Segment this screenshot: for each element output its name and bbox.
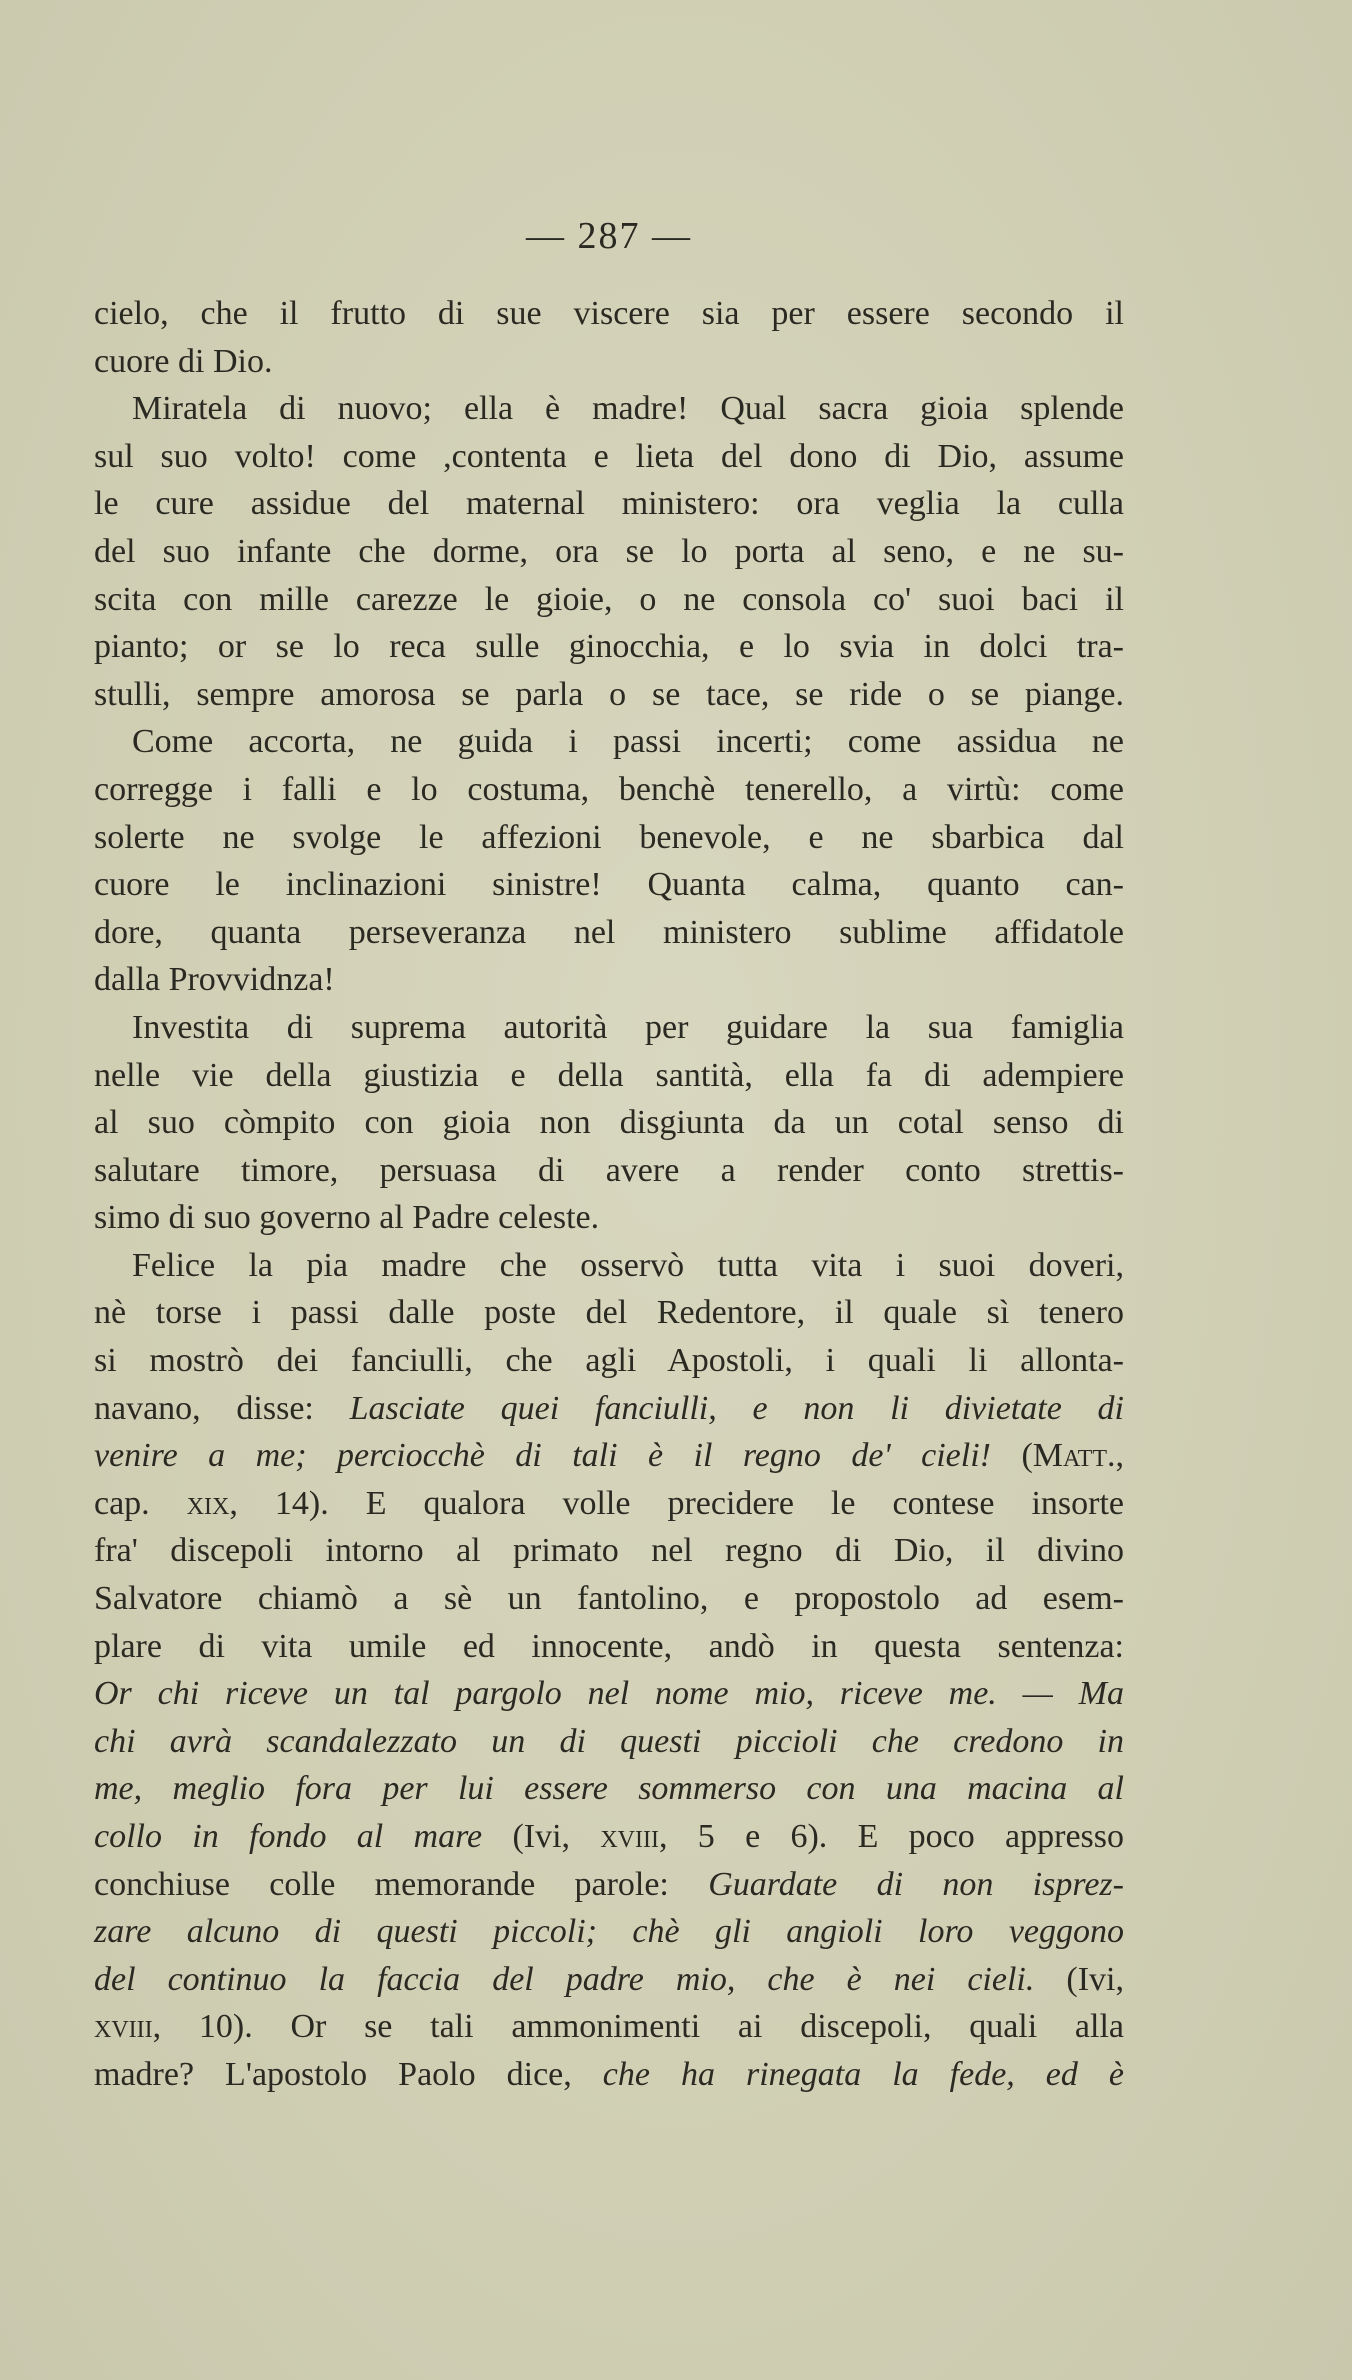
text-line <box>94 718 1124 766</box>
italic-text: venire a me; perciocchè di tali è il regno de' cieli! <box>94 1437 991 1475</box>
text-segment: navano, disse: <box>94 1389 350 1427</box>
text-segment: Felice la pia madre che osservò tutta vita i suoi doveri, <box>132 1246 1124 1284</box>
text-segment: scita con mille carezze le gioie, o ne consola co' suoi baci il <box>94 580 1124 618</box>
text-segment: Come accorta, ne guida i passi incerti; come assidua ne <box>132 723 1124 761</box>
text-line <box>94 1670 1124 1718</box>
text-segment: stulli, sempre amorosa se parla o se tace, se ride o se piange. <box>94 675 1124 713</box>
text-segment: nelle vie della giustizia e della santità, ella fa di adempiere <box>94 1056 1124 1094</box>
text-line <box>94 1861 1124 1909</box>
text-line <box>94 1147 1124 1195</box>
small-caps-text: xviii <box>94 2008 153 2046</box>
italic-text: Or chi riceve un tal pargolo nel nome mio, riceve me. — Ma <box>94 1675 1124 1713</box>
text-line <box>94 1289 1124 1337</box>
text-line <box>94 1004 1124 1052</box>
text-segment: salutare timore, persuasa di avere a render conto strettis- <box>94 1151 1124 1189</box>
text-segment: pianto; or se lo reca sulle ginocchia, e lo svia in dolci tra- <box>94 628 1124 666</box>
text-segment: cielo, che il frutto di sue viscere sia per essere secondo il <box>94 295 1124 332</box>
text-segment: simo di suo governo al Padre celeste. <box>94 1199 600 1237</box>
text-line <box>94 1194 1124 1242</box>
text-segment: Salvatore chiamò a sè un fantolino, e propostolo ad esem- <box>94 1580 1124 1618</box>
text-segment: fra' discepoli intorno al primato nel regno di Dio, il divino <box>94 1532 1124 1570</box>
text-line <box>94 1908 1124 1956</box>
text-line <box>94 814 1124 862</box>
text-line <box>94 623 1124 671</box>
text-line <box>94 338 1124 386</box>
text-segment: , <box>1115 1437 1124 1475</box>
italic-text: me, meglio fora per lui essere sommerso con una macina al <box>94 1770 1124 1808</box>
text-line <box>94 1575 1124 1623</box>
text-line <box>94 909 1124 957</box>
text-line <box>94 1052 1124 1100</box>
text-line <box>94 861 1124 909</box>
text-line <box>94 480 1124 528</box>
body-text <box>94 290 1124 2099</box>
text-line <box>94 528 1124 576</box>
italic-text: zare alcuno di questi piccoli; chè gli angioli loro veggono <box>94 1913 1124 1951</box>
text-line <box>94 2003 1124 2051</box>
italic-text: che ha rinegata la fede, ed è <box>602 2055 1124 2093</box>
text-line <box>94 433 1124 481</box>
text-segment: , 10). Or se tali ammonimenti ai discepoli, quali alla <box>152 2008 1124 2046</box>
text-segment: corregge i falli e lo costuma, benchè tenerello, a virtù: come <box>94 770 1124 808</box>
text-segment: ( <box>991 1437 1033 1475</box>
text-line <box>94 766 1124 814</box>
text-segment: plare di vita umile ed innocente, andò in questa sentenza: <box>94 1627 1124 1665</box>
text-line <box>94 1480 1124 1528</box>
text-segment: , 14). E qualora volle precidere le contese insorte <box>229 1484 1124 1522</box>
text-segment: (Ivi, <box>482 1818 601 1855</box>
text-segment: cap. <box>94 1484 187 1522</box>
text-segment: dalla Provvidnza! <box>94 961 335 999</box>
text-segment: cuore di Dio. <box>94 342 273 380</box>
text-line <box>94 1242 1124 1290</box>
text-segment: sul suo volto! come ,contenta e lieta del dono di Dio, assume <box>94 437 1124 475</box>
text-segment: le cure assidue del maternal ministero: ora veglia la culla <box>94 485 1124 523</box>
text-line <box>94 1099 1124 1147</box>
text-segment: si mostrò dei fanciulli, che agli Apostoli, i quali li allonta- <box>94 1342 1124 1380</box>
text-segment: cuore le inclinazioni sinistre! Quanta calma, quanto can- <box>94 866 1124 904</box>
page-number: — 287 — <box>526 215 692 257</box>
text-line <box>94 1813 1124 1861</box>
text-line <box>94 576 1124 624</box>
italic-text: del continuo la faccia del padre mio, che è nei cieli. <box>94 1960 1035 1998</box>
text-line <box>94 1337 1124 1385</box>
text-segment: solerte ne svolge le affezioni benevole, e ne sbarbica dal <box>94 818 1124 856</box>
text-line <box>94 1432 1124 1480</box>
text-segment: nè torse i passi dalle poste del Redentore, il quale sì tenero <box>94 1294 1124 1332</box>
text-segment: madre? L'apostolo Paolo dice, <box>94 2055 603 2093</box>
text-line <box>94 956 1124 1004</box>
text-segment: Miratela di nuovo; ella è madre! Qual sacra gioia splende <box>132 390 1124 428</box>
italic-text: collo in fondo al mare <box>94 1818 483 1855</box>
text-segment: dore, quanta perseveranza nel ministero sublime affidatole <box>94 913 1124 951</box>
text-line <box>94 1623 1124 1671</box>
text-segment: Investita di suprema autorità per guidare la sua famiglia <box>132 1008 1124 1046</box>
text-line <box>94 1527 1124 1575</box>
text-line <box>94 1718 1124 1766</box>
italic-text: Guardate di non isprez- <box>708 1865 1124 1903</box>
text-segment: , 5 e 6). E poco appresso <box>658 1818 1124 1855</box>
text-segment: del suo infante che dorme, ora se lo porta al seno, e ne su- <box>94 532 1124 570</box>
text-line <box>94 1765 1124 1813</box>
text-line <box>94 385 1124 433</box>
text-line <box>94 290 1124 338</box>
italic-text: chi avrà scandalezzato un di questi piccioli che credono in <box>94 1722 1124 1760</box>
small-caps-text: xix <box>186 1484 230 1522</box>
text-line <box>94 2051 1124 2099</box>
text-segment: (Ivi, <box>1034 1960 1125 1998</box>
text-line <box>94 671 1124 719</box>
text-segment: conchiuse colle memorande parole: <box>94 1865 709 1903</box>
text-segment: al suo còmpito con gioia non disgiunta da un cotal senso di <box>94 1104 1124 1142</box>
italic-text: Lasciate quei fanciulli, e non li divietate di <box>349 1389 1124 1427</box>
text-line <box>94 1956 1124 2004</box>
small-caps-text: Matt. <box>1032 1437 1116 1475</box>
text-line <box>94 1385 1124 1433</box>
small-caps-text: xviii <box>600 1818 659 1855</box>
